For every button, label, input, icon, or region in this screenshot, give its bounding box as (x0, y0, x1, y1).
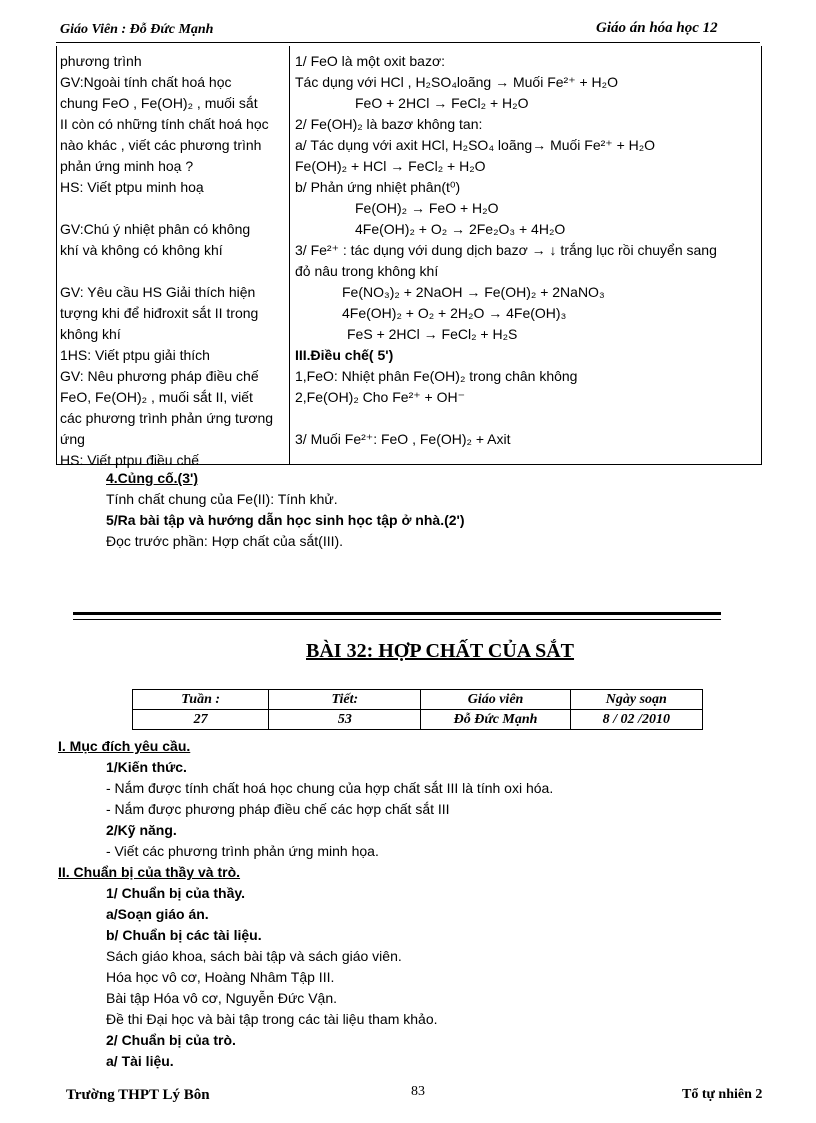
right-line: 1,FeO: Nhiệt phân Fe(OH)₂ trong chân không (295, 368, 578, 384)
left-line: GV: Yêu cầu HS Giải thích hiện (60, 284, 256, 300)
equation: FeS + 2HCl → FeCl₂ + H₂S (347, 326, 518, 342)
left-line: chung FeO , Fe(OH)₂ , muối sắt (60, 95, 258, 111)
section1-knowledge: 1/Kiến thức. (106, 759, 187, 775)
info-header-week: Tuần : (133, 690, 269, 710)
right-line: b/ Phản ứng nhiệt phân(t⁰) (295, 179, 461, 195)
section2-teacher-prep: 1/ Chuẩn bị của thầy. (106, 885, 245, 901)
info-date: 8 / 02 /2010 (570, 710, 702, 730)
homework-heading: 5/Ra bài tập và hướng dẫn học sinh học tập ở nhà.(2') (106, 512, 465, 528)
left-line: nào khác , viết các phương trình (60, 137, 262, 153)
teacher-student-column (60, 51, 286, 471)
right-line: 2,Fe(OH)₂ Cho Fe²⁺ + OH⁻ (295, 389, 465, 405)
info-period: 53 (269, 710, 421, 730)
consolidation-text: Tính chất chung của Fe(II): Tính khử. (106, 491, 338, 507)
left-line: tượng khi để hiđroxit sắt II trong (60, 305, 259, 321)
header-rule (56, 42, 760, 43)
equation: Fe(OH)₂ + HCl → FeCl₂ + H₂O (295, 158, 486, 174)
separator-thick (73, 612, 721, 615)
section1-skills: 2/Kỹ năng. (106, 822, 177, 838)
left-line: phương trình (60, 53, 142, 69)
left-line (60, 261, 286, 282)
section1-item: - Viết các phương trình phản ứng minh họa. (106, 843, 379, 859)
column-divider (289, 46, 290, 464)
separator-thin (73, 619, 721, 620)
section2-student-prep: 2/ Chuẩn bị của trò. (106, 1032, 236, 1048)
section2-documents: a/ Tài liệu. (106, 1053, 174, 1069)
lesson-title: BÀI 32: HỢP CHẤT CỦA SẮT (306, 640, 575, 662)
footer-school: Trường THPT Lý Bôn (66, 1087, 210, 1103)
left-line: GV:Chú ý nhiệt phân có không (60, 221, 251, 237)
info-header-row (133, 690, 703, 710)
info-value-row (133, 710, 703, 730)
header-teacher: Giáo Viên : Đỗ Đức Mạnh (60, 22, 214, 37)
footer-group: Tổ tự nhiên 2 (682, 1087, 763, 1102)
homework-text: Đọc trước phần: Hợp chất của sắt(III). (106, 533, 344, 549)
section1-item: - Nắm được tính chất hoá học chung của hợp chất sắt III là tính oxi hóa. (106, 780, 554, 796)
left-line: khí và không có không khí (60, 242, 223, 258)
section2-heading: II. Chuẩn bị của thầy và trò. (58, 864, 241, 880)
consolidation-heading: 4.Củng cố.(3') (106, 470, 198, 486)
right-line: Tác dụng với HCl , H₂SO₄loãng → Muối Fe²⁺ + H₂O (295, 74, 618, 90)
right-line: đỏ nâu trong không khí (295, 263, 439, 279)
right-line: 3/ Fe²⁺ : tác dụng với dung dịch bazơ → ↓ trắng lục rồi chuyển sang (295, 242, 717, 258)
right-line (295, 408, 757, 429)
footer-page-number: 83 (411, 1084, 425, 1099)
left-line: 1HS: Viết ptpu giải thích (60, 347, 210, 363)
left-line: FeO, Fe(OH)₂ , muối sắt II, viết (60, 389, 253, 405)
lesson-info-table (132, 689, 703, 730)
equation: 4Fe(OH)₂ + O₂ → 2Fe₂O₃ + 4H₂O (355, 221, 566, 237)
activity-table (56, 46, 762, 468)
right-line: a/ Tác dụng với axit HCl, H₂SO₄ loãng→ Muối Fe²⁺ + H₂O (295, 137, 656, 153)
info-week: 27 (133, 710, 269, 730)
reference-item: Hóa học vô cơ, Hoàng Nhâm Tập III. (106, 969, 335, 985)
reference-item: Bài tập Hóa vô cơ, Nguyễn Đức Vận. (106, 990, 337, 1006)
section1-heading: I. Mục đích yêu cầu. (58, 738, 191, 754)
equation: 4Fe(OH)₂ + O₂ + 2H₂O → 4Fe(OH)₃ (342, 305, 567, 321)
right-line: 1/ FeO là một oxit bazơ: (295, 53, 446, 69)
left-line: II còn có những tính chất hoá học (60, 116, 269, 132)
equation: Fe(OH)₂ → FeO + H₂O (355, 200, 499, 216)
info-header-period: Tiết: (269, 690, 421, 710)
left-line: các phương trình phản ứng tương (60, 410, 274, 426)
equation: FeO + 2HCl → FeCl₂ + H₂O (355, 95, 529, 111)
left-line (60, 198, 286, 219)
header-subject: Giáo án hóa học 12 (596, 20, 718, 36)
section-heading: III.Điều chế( 5') (295, 347, 394, 363)
left-line: HS: Viết ptpu điều chế (60, 452, 200, 468)
left-line: GV: Nêu phương pháp điều chế (60, 368, 259, 384)
right-line: 2/ Fe(OH)₂ là bazơ không tan: (295, 116, 483, 132)
left-line: ứng (60, 431, 85, 447)
section1-item: - Nắm được phương pháp điều chế các hợp chất sắt III (106, 801, 450, 817)
info-header-date: Ngày soạn (570, 690, 702, 710)
section2-lesson-plan: a/Soạn giáo án. (106, 906, 209, 922)
equation: Fe(NO₃)₂ + 2NaOH → Fe(OH)₂ + 2NaNO₃ (342, 284, 605, 300)
left-line: HS: Viết ptpu minh hoạ (60, 179, 204, 195)
info-teacher: Đỗ Đức Mạnh (421, 710, 570, 730)
reference-item: Sách giáo khoa, sách bài tập và sách giáo viên. (106, 948, 402, 964)
left-line: phản ứng minh hoạ ? (60, 158, 194, 174)
right-line: 3/ Muối Fe²⁺: FeO , Fe(OH)₂ + Axit (295, 431, 511, 447)
content-column (295, 51, 757, 450)
section2-materials: b/ Chuẩn bị các tài liệu. (106, 927, 262, 943)
info-header-teacher: Giáo viên (421, 690, 570, 710)
reference-item: Đề thi Đại học và bài tập trong các tài liệu tham khảo. (106, 1011, 438, 1027)
left-line: GV:Ngoài tính chất hoá học (60, 74, 232, 90)
left-line: không khí (60, 326, 121, 342)
